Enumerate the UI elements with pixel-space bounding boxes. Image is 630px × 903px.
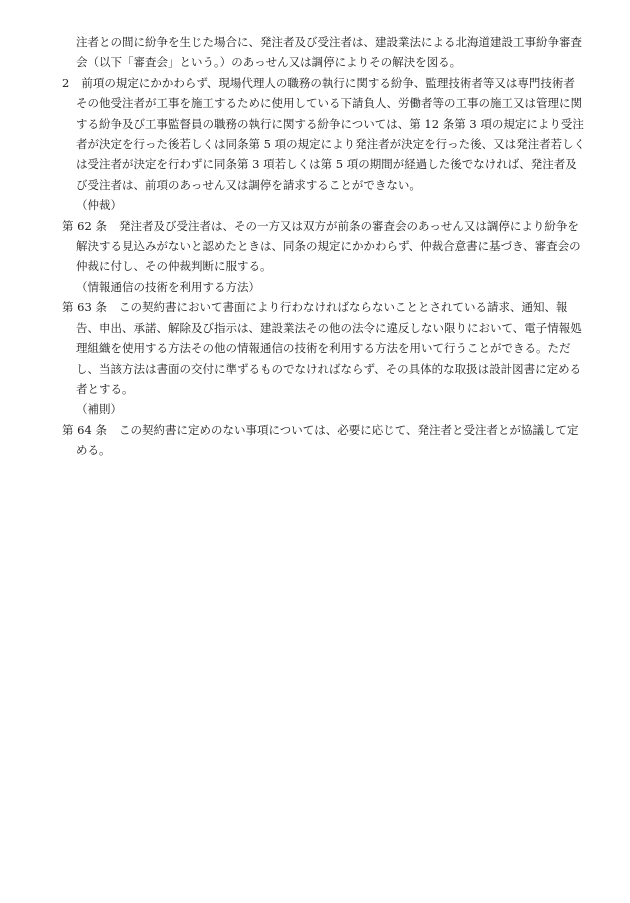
article-number: 第 63 条 xyxy=(62,300,107,315)
article-64 xyxy=(62,420,586,461)
article-text: 発注者及び受注者は、その一方又は双方が前条の審査会のあっせん又は調停により紛争を解決する見込みがないと認めたときは、同条の規定にかかわらず、仲裁合意書に基づき、審査会の仲裁に付し、その仲裁判断に服する。 xyxy=(76,218,581,274)
paragraph-continuation: 注者との間に紛争を生じた場合に、発注者及び受注者は、建設業法による北海道建設工事紛争審査会（以下「審査会」という。）のあっせん又は調停によりその解決を図る。 xyxy=(76,35,582,70)
article-heading-62: （仲裁） xyxy=(76,198,122,213)
document-body xyxy=(62,32,586,461)
article-text: この契約書において書面により行わなければならないこととされている請求、通知、報告、申出、承諾、解除及び指示は、建設業法その他の法令に違反しない限りにおいて、電子情報処理組織を使用する方法その他の情報通信の技術を利用する方法を用いて行うことができる。ただし、当該方法は書面の交付に準ずるものでなければならず、その具体的な取扱は設計図書に定める者とする。 xyxy=(76,300,582,396)
article-heading-64: （補則） xyxy=(76,402,122,417)
article-63 xyxy=(62,297,586,399)
clause-text: 前項の規定にかかわらず、現場代理人の職務の執行に関する紛争、監理技術者等又は専門技術者その他受注者が工事を施工するために使用している下請負人、労働者等の工事の施工又は管理に関する紛争及び工事監督員の職務の執行に関する紛争については、第 12 条第 3 項の規定により受注者が決定を行った後若しくは同条第 5 項の規定により発注者が決定を行った後、又は発注者若しくは受注者が決定を行わずに同条第 3 項若しくは第 5 項の期間が経過した後でなければ、発注者及び受注者は、前項のあっせん又は調停を請求することができない。 xyxy=(76,75,586,192)
article-heading-63: （情報通信の技術を利用する方法） xyxy=(76,279,260,294)
clause-number: 2 xyxy=(62,75,70,90)
article-number: 第 62 条 xyxy=(62,218,107,233)
article-62 xyxy=(62,216,586,277)
article-text: この契約書に定めのない事項については、必要に応じて、発注者と受注者とが協議して定める。 xyxy=(76,422,579,458)
article-number: 第 64 条 xyxy=(62,422,107,437)
clause-item-2 xyxy=(62,73,586,195)
